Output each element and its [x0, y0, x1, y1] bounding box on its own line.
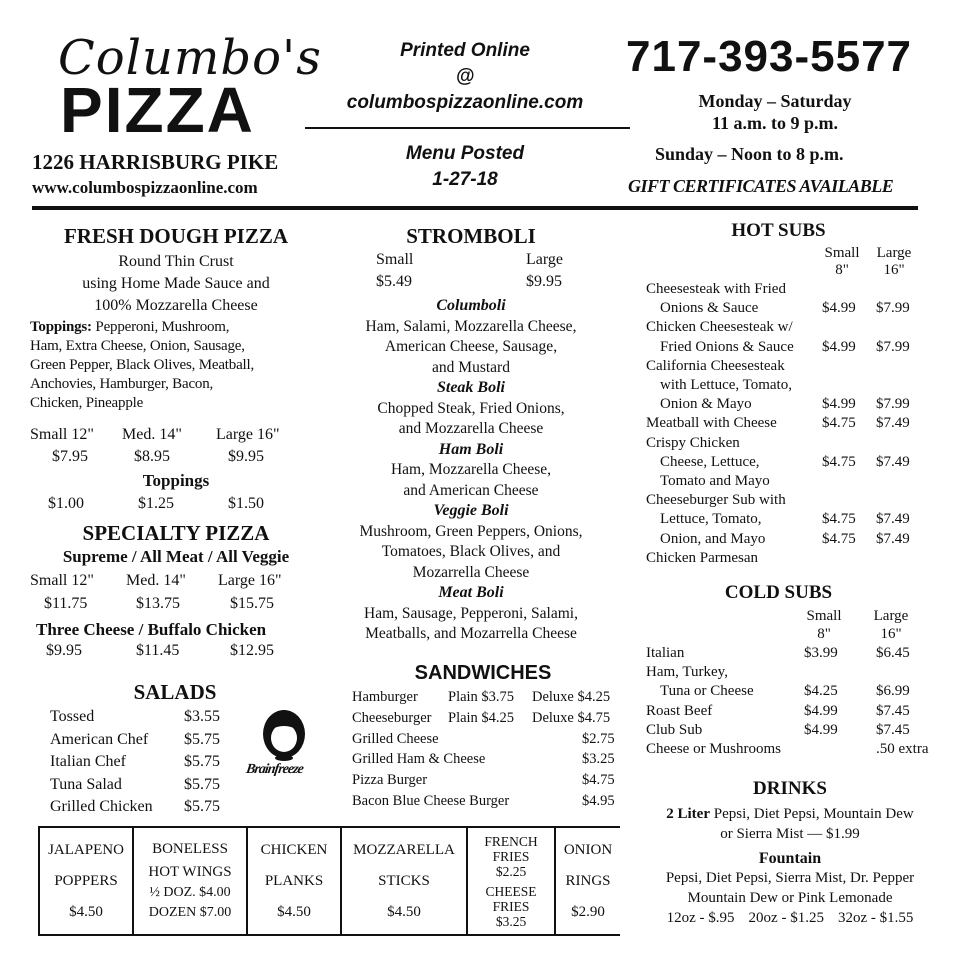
appetizer-name: JALAPENO: [48, 841, 124, 858]
price: $7.99: [876, 338, 910, 355]
hours-sunday: Sunday – Noon to 8 p.m.: [655, 144, 844, 164]
appetizer-fries: [467, 828, 555, 934]
sandwich-name: Cheeseburger: [352, 709, 432, 726]
fountain-size-price: 20oz - $1.25: [748, 910, 824, 926]
specialty-subtitle: Supreme / All Meat / All Veggie: [62, 547, 290, 566]
cold-subs-title: COLD SUBS: [724, 582, 833, 603]
logo-script: Columbo's: [58, 30, 322, 86]
toppings-line: Green Pepper, Black Olives, Meatball,: [30, 357, 255, 373]
size-label: 8": [817, 626, 831, 642]
sandwich-name: Bacon Blue Cheese Burger: [352, 792, 510, 809]
appetizer-chicken-planks: [247, 828, 341, 934]
stromboli-desc: Ham, Mozzarella Cheese,: [390, 461, 552, 478]
sub-name: Onion & Mayo: [660, 396, 752, 413]
hours-weekday: Monday – Saturday: [698, 91, 852, 111]
price: $13.75: [136, 595, 180, 612]
appetizer-jalapeno-poppers: [40, 828, 133, 934]
sub-name: Lettuce, Tomato,: [660, 511, 762, 528]
price: $9.95: [228, 448, 264, 465]
stromboli-section: [342, 224, 600, 645]
size-label: Small: [376, 251, 414, 268]
sandwich-price: $3.25: [582, 751, 615, 768]
size-label: Small: [806, 608, 842, 624]
appetizer-name: CHEESE: [485, 883, 537, 899]
price: $4.99: [822, 396, 856, 413]
salad-price: $5.75: [184, 753, 220, 770]
fountain-text: Mountain Dew or Pink Lemonade: [687, 890, 893, 906]
sub-name: Meatball with Cheese: [646, 415, 777, 432]
stromboli-desc: Mushroom, Green Peppers, Onions,: [359, 522, 583, 540]
printed-url[interactable]: columbospizzaonline.com: [346, 92, 584, 113]
size-label: Med. 14": [126, 572, 186, 589]
appetizer-name: PLANKS: [264, 872, 324, 889]
fountain-size-price: 12oz - $.95: [666, 910, 735, 926]
two-liter-text: Pepsi, Diet Pepsi, Mountain Dew: [713, 806, 914, 822]
size-label: Large 16": [216, 426, 280, 443]
appetizer-name: FRIES: [492, 898, 530, 914]
price: $4.99: [804, 721, 838, 738]
appetizer-price: $4.50: [387, 903, 421, 920]
price: $11.45: [136, 642, 180, 659]
logo-word: PIZZA: [60, 74, 255, 146]
fountain-size-price: 32oz - $1.55: [837, 910, 914, 926]
price: $7.45: [876, 702, 910, 719]
appetizer-name: POPPERS: [54, 872, 118, 889]
sub-name: Chicken Parmesan: [646, 549, 759, 566]
sandwich-price: $4.95: [582, 792, 615, 809]
size-label: Med. 14": [122, 426, 182, 443]
stromboli-name: Meat Boli: [438, 584, 504, 601]
salad-name: Grilled Chicken: [50, 798, 153, 815]
stromboli-name: Ham Boli: [438, 440, 504, 458]
sandwich-name: Grilled Ham & Cheese: [352, 751, 486, 768]
price: $6.99: [876, 683, 910, 700]
price: $15.75: [230, 595, 274, 612]
stromboli-desc: Ham, Salami, Mozzarella Cheese,: [365, 317, 577, 335]
specialty-subtitle: Three Cheese / Buffalo Chicken: [36, 620, 267, 639]
price: $4.25: [804, 683, 838, 700]
brainfreeze-logo: [246, 700, 328, 790]
fresh-pizza-desc: using Home Made Sauce and: [82, 275, 270, 292]
size-label: 8": [835, 262, 849, 278]
appetizer-name: CHICKEN: [260, 841, 328, 858]
appetizer-onion-rings: [555, 828, 620, 934]
price: $7.95: [52, 448, 88, 465]
salad-name: Tuna Salad: [50, 775, 122, 793]
printed-online: [300, 38, 630, 116]
hours-weekday-time: 11 a.m. to 9 p.m.: [712, 113, 838, 133]
appetizer-name: BONELESS: [152, 841, 228, 857]
appetizer-name: MOZZARELLA: [353, 841, 455, 858]
appetizer-price: $3.25: [495, 913, 527, 929]
appetizer-price: ½ DOZ. $4.00: [149, 885, 231, 900]
cold-subs-section: [646, 582, 936, 759]
sandwich-price: $2.75: [582, 730, 615, 747]
stromboli-name: Columboli: [436, 297, 506, 314]
price: $3.99: [804, 645, 838, 661]
drinks-title: DRINKS: [753, 778, 827, 799]
price: $4.99: [804, 702, 838, 719]
appetizer-name: ONION: [563, 841, 613, 858]
appetizer-mozzarella-sticks: [341, 828, 467, 934]
fountain-text: Pepsi, Diet Pepsi, Sierra Mist, Dr. Pepper: [665, 870, 915, 886]
price: $12.95: [230, 642, 274, 659]
stromboli-desc: and American Cheese: [403, 481, 539, 499]
sandwich-price: $4.75: [582, 772, 615, 789]
sub-name: Roast Beef: [646, 702, 713, 719]
toppings-line: Anchovies, Hamburger, Bacon,: [30, 376, 214, 392]
size-label: Small 12": [30, 572, 94, 589]
appetizer-name: HOT WINGS: [148, 864, 232, 880]
brainfreeze-text: Brainfreeze: [245, 762, 304, 777]
stromboli-desc: American Cheese, Sausage,: [384, 338, 558, 355]
sub-name: Cheese or Mushrooms: [646, 741, 781, 758]
menu-posted-label: Menu Posted: [405, 143, 525, 164]
sub-name: Tomato and Mayo: [660, 473, 770, 490]
stromboli-name: Veggie Boli: [433, 502, 509, 519]
price: $1.50: [228, 495, 264, 512]
salad-name: Tossed: [50, 708, 95, 725]
salad-name: American Chef: [50, 730, 149, 748]
appetizer-box: [38, 826, 620, 936]
sandwich-deluxe-price: Deluxe $4.25: [532, 689, 611, 705]
sandwich-name: Grilled Cheese: [352, 730, 439, 747]
price: $7.99: [876, 396, 910, 413]
fountain-label: Fountain: [758, 850, 822, 867]
price: $9.95: [526, 273, 562, 290]
price: $7.45: [876, 721, 910, 738]
price: $4.75: [822, 530, 856, 547]
fresh-pizza-desc: Round Thin Crust: [118, 253, 234, 270]
size-label: Small: [824, 245, 860, 261]
sandwich-deluxe-price: Deluxe $4.75: [532, 709, 611, 726]
price: $11.75: [44, 595, 88, 612]
sub-name: Fried Onions & Sauce: [660, 338, 794, 355]
hours: [640, 90, 910, 134]
stromboli-desc: Meatballs, and Mozarrella Cheese: [365, 625, 577, 642]
price: $7.99: [876, 300, 910, 317]
price: $1.00: [48, 495, 84, 512]
printed-at: @: [455, 66, 475, 87]
printed-online-label: Printed Online: [400, 40, 530, 61]
appetizer-price: $2.25: [495, 863, 527, 879]
sub-name: Onion, and Mayo: [660, 530, 766, 547]
stromboli-desc: and Mozzarella Cheese: [398, 420, 544, 437]
sub-name: Cheeseburger Sub with: [646, 492, 786, 509]
fresh-pizza-section: [30, 224, 322, 515]
appetizer-name: FRIES: [492, 848, 530, 864]
sandwich-name: Pizza Burger: [352, 772, 428, 789]
sub-name: Chicken Cheesesteak w/: [646, 319, 793, 336]
salad-name: Italian Chef: [50, 753, 126, 770]
appetizer-boneless-wings: [133, 828, 247, 934]
phone-number[interactable]: 717-393-5577: [626, 32, 913, 81]
appetizer-price: DOZEN $7.00: [148, 905, 232, 920]
stromboli-desc: Tomatoes, Black Olives, and: [381, 543, 561, 560]
toppings-line: Ham, Extra Cheese, Onion, Sausage,: [30, 338, 245, 354]
toppings-line: Chicken, Pineapple: [30, 395, 144, 411]
sub-name: Crispy Chicken: [646, 434, 740, 451]
salad-price: $5.75: [184, 775, 220, 793]
price: $4.75: [822, 511, 856, 528]
price: $9.95: [46, 642, 82, 659]
drinks-section: [640, 778, 940, 928]
appetizer-price: $4.50: [69, 903, 103, 920]
stromboli-name: Steak Boli: [436, 379, 505, 396]
salads-section: [30, 680, 240, 819]
specialty-title: SPECIALTY PIZZA: [82, 521, 270, 545]
appetizer-name: RINGS: [565, 872, 611, 889]
salad-price: $3.55: [184, 708, 220, 725]
fresh-pizza-desc: 100% Mozzarella Cheese: [94, 297, 258, 314]
appetizer-name: FRENCH: [484, 833, 538, 849]
toppings-label: Toppings:: [30, 319, 92, 335]
stromboli-title: STROMBOLI: [406, 224, 536, 248]
sandwiches-section: [352, 662, 624, 812]
size-label: Large: [876, 245, 912, 261]
salad-price: $5.75: [184, 730, 220, 748]
appetizer-price: $4.50: [277, 903, 311, 920]
price: $4.75: [822, 453, 856, 470]
size-label: Large: [526, 251, 564, 268]
size-label: Small 12": [30, 426, 94, 443]
sub-name: Onions & Sauce: [660, 300, 759, 317]
size-label: Large 16": [218, 572, 282, 589]
sub-name: with Lettuce, Tomato,: [660, 377, 792, 394]
stromboli-desc: Ham, Sausage, Pepperoni, Salami,: [364, 604, 578, 622]
price: .50 extra: [876, 741, 929, 758]
price: $8.95: [134, 448, 170, 465]
two-liter-text: or Sierra Mist — $1.99: [720, 826, 860, 842]
sub-name: Club Sub: [646, 721, 703, 738]
stromboli-desc: and Mustard: [432, 358, 510, 376]
menu-posted: [300, 141, 630, 193]
appetizer-name: STICKS: [378, 872, 430, 889]
appetizer-price: $2.90: [571, 903, 605, 920]
sandwich-plain-price: Plain $4.25: [448, 709, 515, 726]
price: $4.75: [822, 415, 856, 432]
price: $7.49: [876, 511, 910, 528]
sub-name: Cheese, Lettuce,: [660, 453, 760, 470]
fresh-pizza-title: FRESH DOUGH PIZZA: [63, 224, 289, 248]
hot-subs-title: HOT SUBS: [731, 220, 826, 241]
two-liter-label: 2 Liter: [666, 806, 710, 822]
sub-name: Tuna or Cheese: [660, 683, 754, 700]
sandwiches-title: SANDWICHES: [414, 662, 552, 684]
header-rule: [32, 206, 918, 210]
salad-price: $5.75: [184, 798, 220, 815]
gift-certificates: GIFT CERTIFICATES AVAILABLE: [628, 176, 894, 196]
toppings-line: Pepperoni, Mushroom,: [95, 319, 230, 335]
header-divider: [305, 127, 630, 129]
sandwich-name: Hamburger: [352, 689, 418, 705]
website: www.columbospizzaonline.com: [32, 178, 258, 197]
price: $7.49: [876, 415, 910, 432]
toppings-price-label: Toppings: [142, 471, 210, 490]
price: $7.49: [876, 453, 910, 470]
price: $7.49: [876, 530, 910, 547]
price: $1.25: [138, 495, 174, 512]
price: $5.49: [376, 273, 412, 290]
price: $4.99: [822, 300, 856, 317]
sub-name: Cheesesteak with Fried: [646, 281, 786, 297]
salads-title: SALADS: [133, 680, 217, 704]
sub-name: Ham, Turkey,: [646, 664, 728, 681]
stromboli-desc: Chopped Steak, Fried Onions,: [377, 399, 565, 417]
size-label: 16": [883, 262, 905, 278]
size-label: 16": [880, 626, 902, 642]
hot-subs-section: [646, 220, 936, 568]
address: 1226 HARRISBURG PIKE: [32, 150, 279, 174]
stromboli-desc: Mozarrella Cheese: [412, 563, 530, 581]
size-label: Large: [873, 608, 909, 624]
sandwich-plain-price: Plain $3.75: [448, 689, 515, 705]
sub-name: California Cheesesteak: [646, 357, 785, 374]
price: $6.45: [876, 645, 910, 661]
menu-posted-date: 1-27-18: [432, 169, 498, 190]
specialty-pizza-section: [30, 521, 322, 662]
sub-name: Italian: [646, 645, 685, 661]
price: $4.99: [822, 338, 856, 355]
